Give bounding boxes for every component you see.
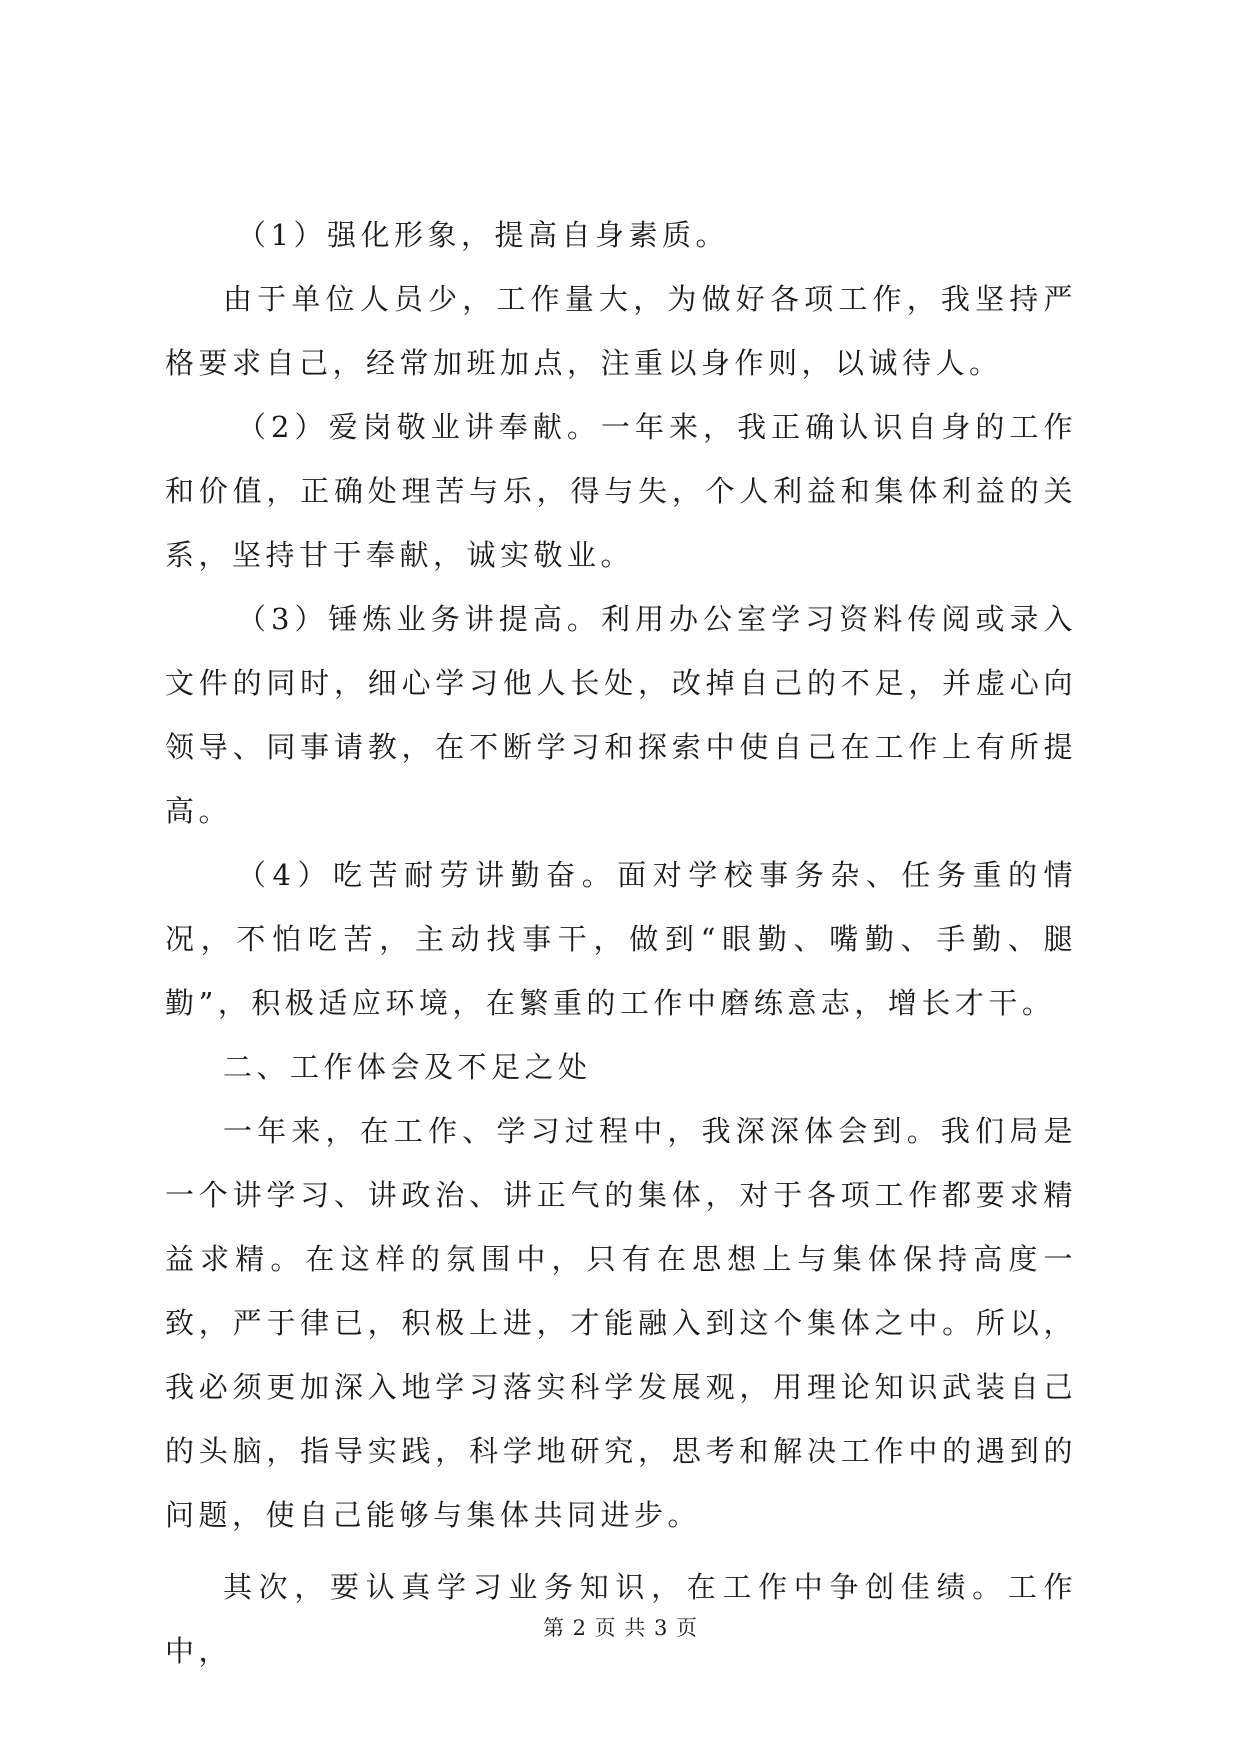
paragraph-item-5: （4）吃苦耐劳讲勤奋。面对学校事务杂、任务重的情况，不怕吃苦，主动找事干，做到“眼勤、嘴勤、手勤、腿勤”，积极适应环境，在繁重的工作中磨练意志，增长才干。 — [165, 858, 1077, 1020]
section-heading: 二、工作体会及不足之处 — [223, 1050, 592, 1084]
paragraph-item-7: 其次，要认真学习业务知识，在工作中争创佳绩。工作中， — [165, 1570, 1077, 1668]
paragraph-item-2: 由于单位人员少，工作量大，为做好各项工作，我坚持严格要求自己，经常加班加点，注重以身作则，以诚待人。 — [165, 282, 1077, 380]
paragraph-item-6: 一年来，在工作、学习过程中，我深深体会到。我们局是一个讲学习、讲政治、讲正气的集体，对于各项工作都要求精益求精。在这样的氛围中，只有在思想上与集体保持高度一致，严于律已，积极上进，才能融入到这个集体之中。所以，我必须更加深入地学习落实科学发展观，用理论知识武装自己的头脑，指导实践，科学地研究，思考和解决工作中的遇到的问题，使自己能够与集体共同进步。 — [165, 1114, 1077, 1532]
paragraph-item-1: （1）强化形象，提高自身素质。 — [237, 218, 729, 252]
document-body — [165, 203, 1077, 1683]
page-footer: 第 2 页 共 3 页 — [542, 1616, 699, 1640]
paragraph-item-4: （3）锤炼业务讲提高。利用办公室学习资料传阅或录入文件的同时，细心学习他人长处，改掉自己的不足，并虚心向领导、同事请教，在不断学习和探索中使自己在工作上有所提高。 — [165, 602, 1077, 828]
paragraph-item-3: （2）爱岗敬业讲奉献。一年来，我正确认识自身的工作和价值，正确处理苦与乐，得与失，个人利益和集体利益的关系，坚持甘于奉献，诚实敬业。 — [165, 410, 1077, 572]
